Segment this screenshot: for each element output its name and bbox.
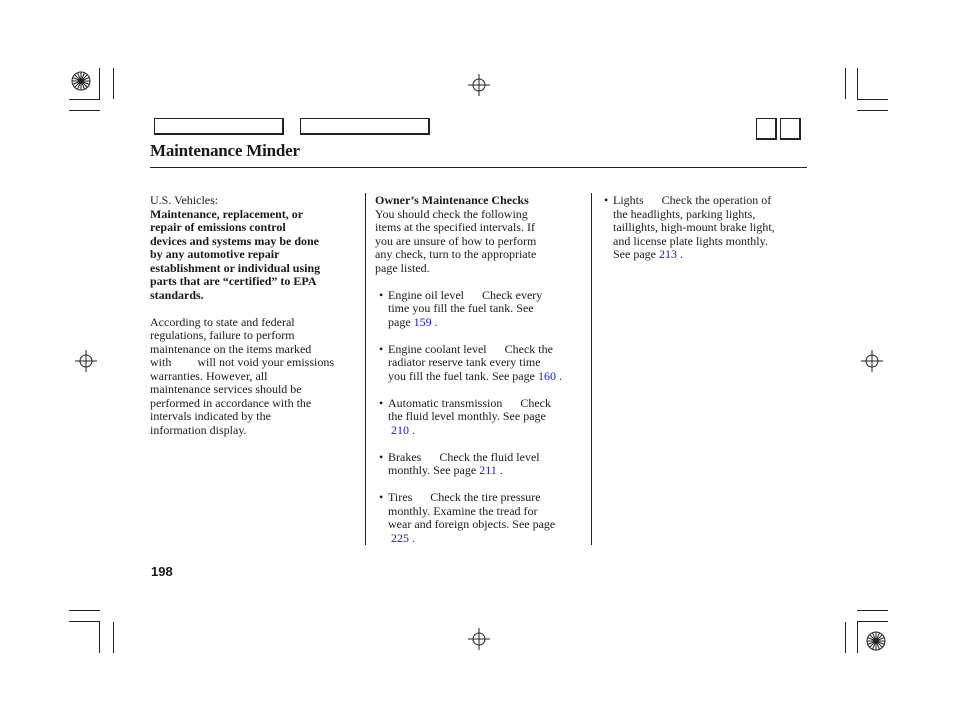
next-page-button[interactable] <box>780 118 801 140</box>
paragraph-line: intervals indicated by the <box>150 409 271 423</box>
intro-line: You should check the following <box>375 206 528 221</box>
page-link[interactable]: 225 <box>391 530 409 545</box>
check-label: Brakes <box>388 449 422 464</box>
paragraph-line: regulations, failure to perform <box>150 328 295 342</box>
page-link[interactable]: 159 <box>413 314 432 329</box>
check-text: radiator reserve tank every time <box>388 355 541 369</box>
notice-line: standards. <box>150 287 204 302</box>
registration-target-icon <box>861 350 883 372</box>
registration-star-icon <box>71 71 91 91</box>
notice-line: by any automotive repair <box>150 247 280 261</box>
section-intro: U.S. Vehicles: <box>150 193 219 207</box>
paragraph-text: will not void your emissions <box>197 355 335 369</box>
notice-line: Maintenance, replacement, or <box>150 206 304 221</box>
check-text: . <box>558 368 562 383</box>
check-text: Check the <box>504 341 553 356</box>
page-title: Maintenance Minder <box>150 141 300 160</box>
page-number: 198 <box>151 564 173 579</box>
registration-target-icon <box>468 628 490 650</box>
crop-mark-line <box>113 622 114 653</box>
index-nav-button[interactable] <box>300 118 430 135</box>
check-text: . <box>434 314 438 329</box>
check-label: Automatic transmission <box>388 395 503 410</box>
check-text: the headlights, parking lights, <box>613 206 756 221</box>
notice-line: parts that are “certified” to EPA <box>150 274 317 288</box>
right-column <box>600 194 810 262</box>
check-text: . <box>679 247 683 261</box>
crop-mark-line <box>857 99 888 100</box>
bullet: • <box>379 341 384 356</box>
page-link[interactable]: 210 <box>391 422 409 437</box>
previous-page-button[interactable] <box>756 118 777 140</box>
check-text: Check <box>520 395 551 410</box>
intro-line: page listed. <box>375 260 430 275</box>
crop-mark-line <box>99 68 100 99</box>
paragraph-text: with <box>150 355 172 369</box>
crop-mark-line <box>69 610 100 611</box>
check-text: time you fill the fuel tank. See <box>388 301 534 315</box>
check-text: page <box>388 314 411 329</box>
registration-star-icon <box>866 631 886 651</box>
check-label: Tires <box>388 490 413 504</box>
crop-mark-line <box>845 622 846 653</box>
intro-line: any check, turn to the appropriate <box>375 247 537 261</box>
section-heading: Owner’s Maintenance Checks <box>375 193 529 207</box>
crop-mark-line <box>99 622 100 653</box>
left-column <box>150 194 360 437</box>
crop-mark-line <box>69 99 100 100</box>
page-link[interactable]: 213 <box>658 247 677 261</box>
page-link[interactable]: 211 <box>479 463 497 477</box>
paragraph-line: maintenance on the items marked <box>150 341 312 356</box>
registration-target-icon <box>75 350 97 372</box>
check-text: See page <box>613 247 656 261</box>
check-text: monthly. Examine the tread for <box>388 503 538 518</box>
notice-line: repair of emissions control <box>150 220 286 234</box>
check-label: Lights <box>613 193 644 207</box>
check-item-automatic-transmission <box>375 397 587 438</box>
check-text: . <box>499 463 503 477</box>
intro-line: items at the specified intervals. If <box>375 220 535 234</box>
crop-mark-line <box>857 610 888 611</box>
check-item-brakes <box>375 451 587 478</box>
check-text: Check the fluid level <box>439 449 540 464</box>
paragraph-line <box>150 356 360 370</box>
bullet: • <box>379 449 384 464</box>
check-item-engine-oil <box>375 289 587 330</box>
notice-line: devices and systems may be done <box>150 233 320 248</box>
paragraph-line: information display. <box>150 422 247 437</box>
paragraph-line: performed in accordance with the <box>150 395 312 410</box>
notice-line: establishment or individual using <box>150 260 321 275</box>
bullet: • <box>379 490 384 504</box>
crop-mark-line <box>69 621 100 622</box>
crop-mark-line <box>69 110 100 111</box>
check-text: Check the operation of <box>661 193 772 207</box>
warranty-paragraph <box>150 316 360 438</box>
check-text: . <box>412 422 415 437</box>
check-text: wear and foreign objects. See page <box>388 517 556 531</box>
column-divider <box>591 193 592 545</box>
page-link[interactable]: 160 <box>537 368 556 383</box>
check-text: monthly. See page <box>388 463 477 477</box>
check-label: Engine oil level <box>388 287 464 302</box>
check-label: Engine coolant level <box>388 341 487 356</box>
paragraph-line: warranties. However, all <box>150 368 268 383</box>
paragraph-line: According to state and federal <box>150 314 295 329</box>
registration-target-icon <box>468 74 490 96</box>
bullet: • <box>379 395 384 410</box>
crop-mark-line <box>857 621 888 622</box>
check-item-tires <box>375 491 587 545</box>
column-divider <box>365 193 366 545</box>
title-divider <box>150 167 807 168</box>
crop-mark-line <box>857 110 888 111</box>
crop-mark-line <box>845 68 846 99</box>
intro-line: you are unsure of how to perform <box>375 233 537 248</box>
emissions-notice <box>150 208 360 303</box>
check-text: Check the tire pressure <box>430 490 541 504</box>
contents-nav-button[interactable] <box>154 118 284 135</box>
check-text: . <box>412 530 415 545</box>
check-text: Check every <box>481 287 543 302</box>
check-text: you fill the fuel tank. See page <box>388 368 535 383</box>
crop-mark-line <box>113 68 114 99</box>
crop-mark-line <box>857 68 858 99</box>
bullet: • <box>604 193 609 207</box>
check-text: taillights, high-mount brake light, <box>613 220 775 234</box>
middle-column <box>375 194 587 545</box>
paragraph-line: maintenance services should be <box>150 382 302 396</box>
bullet: • <box>379 287 384 302</box>
check-item-engine-coolant <box>375 343 587 384</box>
check-item-lights <box>600 194 810 262</box>
crop-mark-line <box>857 622 858 653</box>
check-text: the fluid level monthly. See page <box>388 409 546 423</box>
check-text: and license plate lights monthly. <box>613 233 768 248</box>
